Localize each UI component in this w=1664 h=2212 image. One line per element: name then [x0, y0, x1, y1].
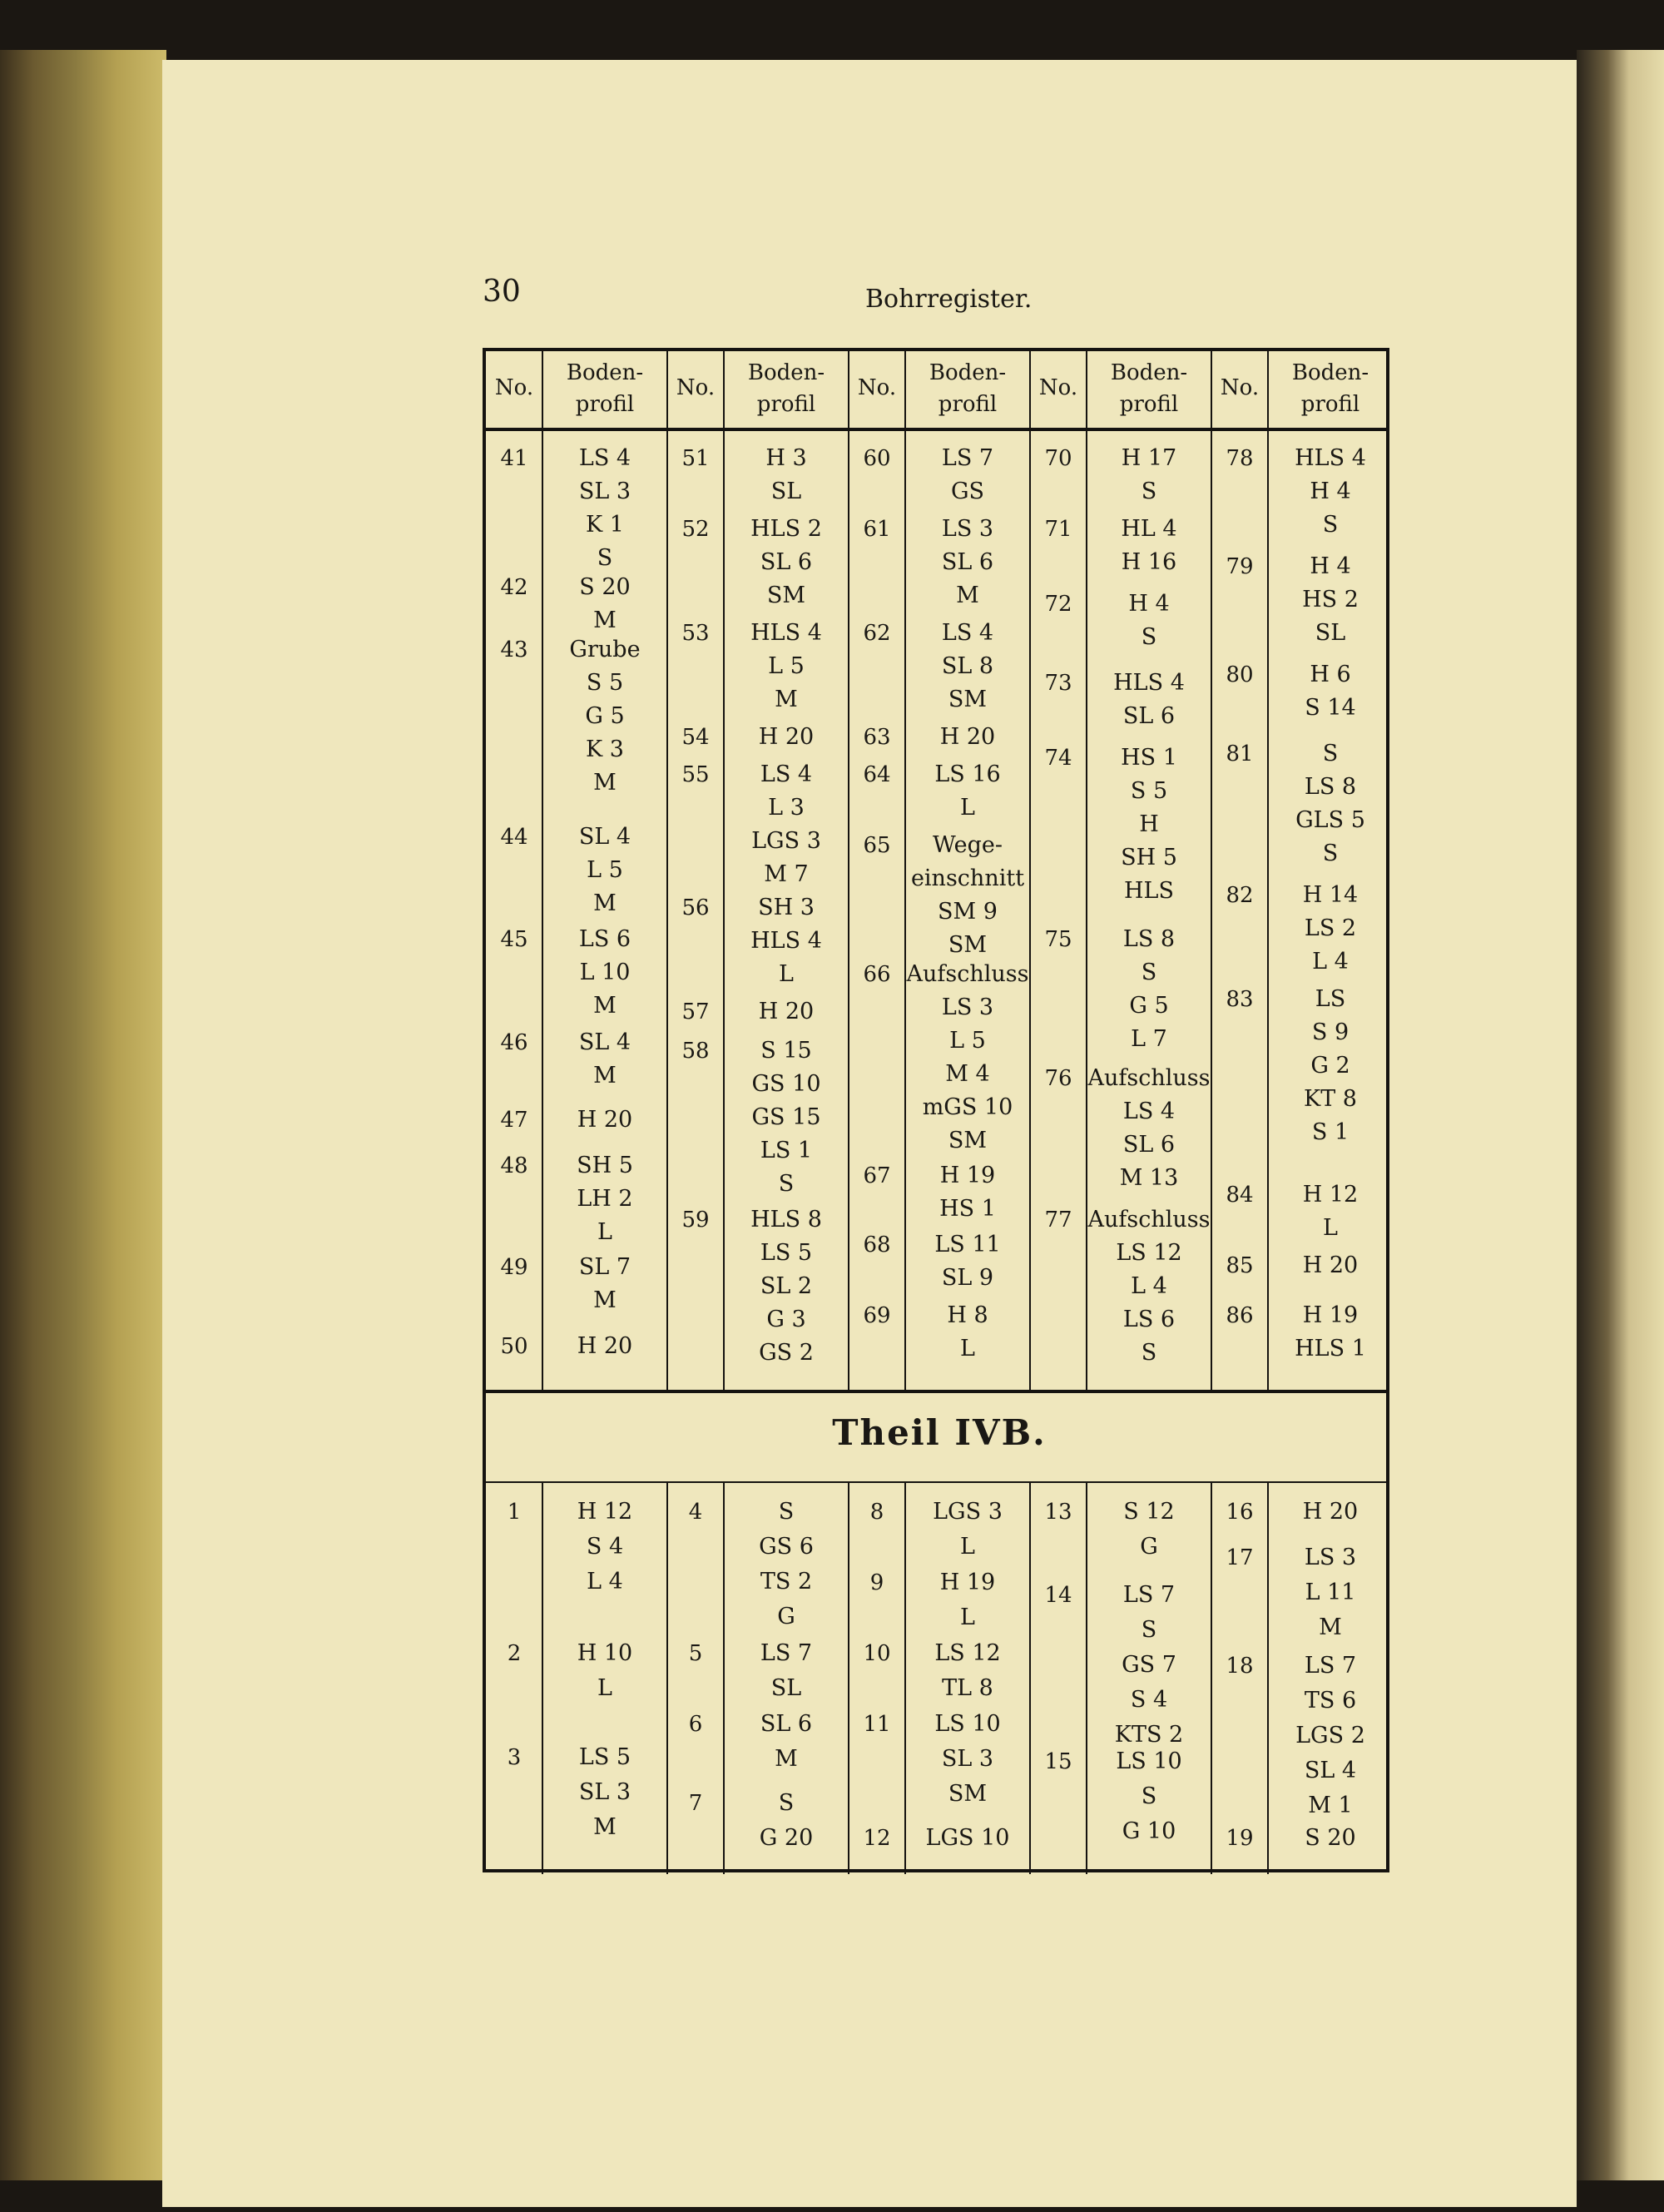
profile-entry: G — [777, 1604, 795, 1629]
profile-entry: H — [1139, 811, 1159, 837]
column-rule — [848, 351, 849, 1391]
bore-number: 57 — [681, 999, 710, 1024]
bore-number: 66 — [863, 962, 891, 987]
profile-entry: S 20 — [1305, 1825, 1356, 1851]
profile-entry: LS 4 — [1122, 1099, 1176, 1124]
profile-entry: HLS 2 — [750, 516, 822, 542]
profile-entry: S — [1322, 512, 1339, 538]
profile-entry: LS 7 — [760, 1640, 813, 1666]
profile-entry: G — [1140, 1534, 1158, 1560]
bore-number: 13 — [1044, 1500, 1072, 1525]
profile-entry: L 3 — [768, 795, 805, 821]
profile-entry: GS 7 — [1122, 1652, 1176, 1678]
header-bodenprofil: profil — [938, 392, 998, 417]
profile-entry: H 8 — [947, 1302, 988, 1328]
profile-entry: SL 3 — [578, 479, 631, 504]
profile-entry: LS 3 — [1304, 1545, 1357, 1570]
profile-entry: LS 10 — [1116, 1748, 1182, 1774]
profile-entry: TL 8 — [942, 1675, 993, 1701]
bore-number: 74 — [1044, 746, 1072, 771]
profile-entry: SL 4 — [1304, 1758, 1357, 1783]
profile-entry: LS 7 — [941, 445, 994, 471]
header-bodenprofil: Boden- — [1291, 360, 1369, 385]
profile-entry: GS — [950, 479, 985, 504]
column-rule — [723, 1483, 725, 1874]
profile-entry: H 12 — [1302, 1182, 1359, 1208]
profile-entry: L 4 — [1312, 949, 1349, 975]
column-rule — [1086, 351, 1087, 1391]
profile-entry: LS — [1315, 986, 1346, 1012]
row-rule — [486, 428, 1386, 431]
profile-entry: SL 6 — [1122, 703, 1176, 729]
bore-number: 42 — [500, 575, 528, 600]
bore-number: 9 — [869, 1570, 884, 1595]
profile-entry: H 19 — [939, 1163, 996, 1188]
profile-entry: GS 15 — [751, 1104, 821, 1130]
profile-entry: SM 9 — [938, 899, 998, 925]
profile-entry: GS 2 — [759, 1340, 814, 1366]
profile-entry: LS 5 — [760, 1240, 813, 1266]
profile-entry: SL 4 — [578, 824, 631, 850]
profile-entry: M — [775, 1746, 798, 1772]
profile-entry: S — [1141, 624, 1157, 650]
bore-number: 8 — [869, 1500, 884, 1525]
profile-entry: LS 12 — [1116, 1240, 1182, 1266]
column-rule — [666, 1483, 668, 1874]
header-bodenprofil: Boden- — [566, 360, 644, 385]
profile-entry: SL 3 — [941, 1746, 994, 1772]
profile-entry: SM — [948, 1781, 988, 1807]
profile-entry: S 5 — [586, 670, 624, 696]
profile-entry: H 20 — [577, 1333, 633, 1359]
bore-number: 10 — [863, 1641, 891, 1666]
book-page-edges — [0, 50, 166, 2180]
profile-entry: H 14 — [1302, 882, 1359, 908]
profile-entry: S — [1141, 479, 1157, 504]
bore-number: 61 — [863, 517, 891, 542]
header-bodenprofil: Boden- — [929, 360, 1007, 385]
profile-entry: L 7 — [1131, 1026, 1167, 1052]
profile-entry: Aufschluss — [906, 961, 1029, 987]
column-rule — [542, 351, 543, 1391]
profile-entry: LGS 10 — [925, 1825, 1010, 1851]
profile-entry: H 20 — [577, 1107, 633, 1133]
profile-entry: S 20 — [579, 574, 631, 600]
profile-entry: L 5 — [587, 857, 623, 883]
profile-entry: SL — [1315, 620, 1346, 646]
column-rule — [1029, 1483, 1031, 1874]
profile-entry: LGS 2 — [1295, 1723, 1365, 1748]
bore-number: 54 — [681, 725, 710, 750]
profile-entry: HLS 4 — [1113, 670, 1185, 696]
profile-entry: L 11 — [1305, 1580, 1356, 1605]
profile-entry: S 4 — [1130, 1687, 1168, 1713]
bore-number: 82 — [1226, 883, 1254, 908]
profile-entry: S — [778, 1790, 795, 1816]
bore-number: 12 — [863, 1826, 891, 1851]
profile-entry: L 4 — [1131, 1273, 1167, 1299]
profile-entry: TS 2 — [760, 1569, 813, 1595]
profile-entry: LS 11 — [934, 1232, 1001, 1257]
profile-entry: S — [597, 545, 613, 571]
profile-entry: SL — [770, 479, 802, 504]
profile-entry: Aufschluss — [1087, 1065, 1211, 1091]
profile-entry: LH 2 — [577, 1186, 633, 1212]
column-rule — [723, 351, 725, 1391]
profile-entry: LGS 3 — [751, 828, 821, 854]
header-bodenprofil: profil — [756, 392, 816, 417]
profile-entry: S 4 — [586, 1534, 624, 1560]
profile-entry: L 10 — [579, 960, 631, 985]
bore-number: 79 — [1226, 554, 1254, 579]
profile-entry: L — [779, 961, 794, 987]
profile-entry: SH 3 — [758, 895, 815, 920]
profile-entry: L 5 — [768, 653, 805, 679]
page-number: 30 — [483, 275, 521, 309]
bore-number: 68 — [863, 1232, 891, 1257]
profile-entry: SH 5 — [577, 1153, 633, 1178]
profile-entry: H 4 — [1128, 591, 1170, 617]
bore-number: 15 — [1044, 1749, 1072, 1774]
profile-entry: S — [778, 1499, 795, 1525]
profile-entry: H 16 — [1121, 549, 1177, 575]
bore-number: 3 — [507, 1745, 522, 1770]
profile-entry: K 1 — [586, 512, 624, 538]
profile-entry: SL 6 — [760, 1711, 813, 1737]
bore-number: 14 — [1044, 1583, 1072, 1608]
profile-entry: LS 5 — [578, 1744, 631, 1770]
profile-entry: L — [1323, 1215, 1338, 1241]
column-rule — [666, 351, 668, 1391]
bore-number: 5 — [688, 1641, 703, 1666]
bore-number: 77 — [1044, 1208, 1072, 1232]
profile-entry: HLS 4 — [750, 928, 822, 954]
profile-entry: G 5 — [1129, 993, 1169, 1019]
profile-entry: LS 10 — [934, 1711, 1001, 1737]
bore-number: 69 — [863, 1303, 891, 1328]
profile-entry: GS 10 — [751, 1071, 821, 1097]
profile-entry: KTS 2 — [1114, 1722, 1184, 1748]
profile-entry: L — [960, 1534, 975, 1560]
header-bodenprofil: profil — [1119, 392, 1179, 417]
bore-number: 1 — [507, 1500, 522, 1525]
profile-entry: M — [593, 770, 617, 796]
profile-entry: HLS 8 — [750, 1207, 822, 1232]
profile-entry: LS 3 — [941, 516, 994, 542]
header-bodenprofil: Boden- — [1110, 360, 1188, 385]
profile-entry: G 5 — [585, 703, 625, 729]
profile-entry: H 20 — [758, 999, 815, 1024]
bore-number: 67 — [863, 1163, 891, 1188]
profile-entry: SL 8 — [941, 653, 994, 679]
profile-entry: SL 4 — [578, 1029, 631, 1055]
bore-number: 53 — [681, 621, 710, 646]
profile-entry: S 9 — [1311, 1019, 1350, 1045]
bore-number: 72 — [1044, 592, 1072, 617]
bore-number: 46 — [500, 1030, 528, 1055]
profile-entry: SL 9 — [941, 1265, 994, 1291]
bore-number: 70 — [1044, 446, 1072, 471]
section-title: Theil IVB. — [832, 1412, 1047, 1453]
profile-entry: H 4 — [1310, 553, 1351, 579]
column-rule — [1267, 351, 1269, 1391]
bore-number: 71 — [1044, 517, 1072, 542]
profile-entry: SL 6 — [941, 549, 994, 575]
bore-number: 62 — [863, 621, 891, 646]
profile-entry: HS 2 — [1302, 587, 1359, 613]
profile-entry: mGS 10 — [922, 1094, 1013, 1120]
profile-entry: L 4 — [587, 1569, 623, 1595]
bore-number: 58 — [681, 1039, 710, 1064]
profile-entry: H 20 — [1302, 1252, 1359, 1278]
profile-entry: KT 8 — [1304, 1086, 1357, 1112]
profile-entry: H 12 — [577, 1499, 633, 1525]
profile-entry: S 1 — [1311, 1119, 1350, 1145]
profile-entry: S — [1322, 841, 1339, 866]
profile-entry: H 3 — [765, 445, 807, 471]
column-rule — [848, 1483, 849, 1874]
header-bodenprofil: Boden- — [747, 360, 825, 385]
bore-number: 11 — [863, 1712, 891, 1737]
profile-entry: M — [593, 1287, 617, 1313]
facing-page-edge — [1577, 50, 1664, 2180]
profile-entry: S — [1141, 1617, 1157, 1643]
bore-number: 17 — [1226, 1545, 1254, 1570]
bore-number: 73 — [1044, 671, 1072, 696]
profile-entry: K 3 — [586, 737, 624, 762]
profile-entry: SL 2 — [760, 1273, 813, 1299]
profile-entry: LS 6 — [1122, 1307, 1176, 1332]
profile-entry: HS 1 — [1121, 745, 1177, 771]
profile-entry: GS 6 — [759, 1534, 814, 1560]
row-rule — [486, 1390, 1386, 1393]
bore-number: 48 — [500, 1153, 528, 1178]
header-no: No. — [494, 375, 534, 400]
profile-entry: LS 7 — [1122, 1582, 1176, 1608]
column-rule — [1211, 1483, 1212, 1874]
profile-entry: S — [1141, 1340, 1157, 1366]
profile-entry: LS 1 — [760, 1138, 813, 1163]
profile-entry: H 19 — [939, 1570, 996, 1595]
profile-entry: HS 1 — [939, 1196, 996, 1222]
profile-entry: SM — [948, 687, 988, 712]
profile-entry: M — [956, 583, 979, 608]
profile-entry: SL 7 — [578, 1254, 631, 1280]
profile-entry: S — [1141, 1783, 1157, 1809]
profile-entry: LS 4 — [578, 445, 631, 471]
bore-number: 41 — [500, 446, 528, 471]
profile-entry: SL 3 — [578, 1779, 631, 1805]
profile-entry: LS 4 — [941, 620, 994, 646]
header-bodenprofil: profil — [575, 392, 635, 417]
profile-entry: M — [593, 608, 617, 633]
profile-entry: HL 4 — [1121, 516, 1177, 542]
profile-entry: L — [960, 1336, 975, 1361]
profile-entry: G 20 — [759, 1825, 814, 1851]
profile-entry: M — [775, 687, 798, 712]
profile-entry: S — [778, 1171, 795, 1197]
column-rule — [904, 1483, 906, 1874]
running-head: Bohrregister. — [865, 285, 1033, 314]
header-no: No. — [1038, 375, 1078, 400]
profile-entry: Aufschluss — [1087, 1207, 1211, 1232]
profile-entry: M 7 — [764, 861, 809, 887]
profile-entry: LS 16 — [934, 761, 1001, 787]
header-no: No. — [676, 375, 716, 400]
profile-entry: LS 12 — [934, 1640, 1001, 1666]
column-rule — [542, 1483, 543, 1874]
profile-entry: S 15 — [760, 1038, 812, 1064]
profile-entry: HLS 4 — [750, 620, 822, 646]
bore-number: 51 — [681, 446, 710, 471]
header-bodenprofil: profil — [1300, 392, 1360, 417]
profile-entry: S — [1141, 960, 1157, 985]
profile-entry: S 5 — [1130, 778, 1168, 804]
profile-entry: M — [593, 1814, 617, 1840]
profile-entry: L 5 — [949, 1028, 986, 1054]
bore-number: 44 — [500, 825, 528, 850]
profile-entry: H 4 — [1310, 479, 1351, 504]
profile-entry: H 17 — [1121, 445, 1177, 471]
bore-number: 47 — [500, 1108, 528, 1133]
bore-number: 84 — [1226, 1183, 1254, 1208]
profile-entry: H 20 — [758, 724, 815, 750]
profile-entry: LS 7 — [1304, 1653, 1357, 1679]
profile-entry: H 19 — [1302, 1302, 1359, 1328]
bore-number: 7 — [688, 1791, 703, 1816]
profile-entry: GLS 5 — [1295, 807, 1365, 833]
profile-entry: HLS 1 — [1295, 1336, 1366, 1361]
profile-entry: LS 2 — [1304, 915, 1357, 941]
profile-entry: L — [597, 1675, 612, 1701]
profile-entry: S — [1322, 741, 1339, 766]
profile-entry: SM — [766, 583, 806, 608]
bore-number: 16 — [1226, 1500, 1254, 1525]
header-no: No. — [1220, 375, 1260, 400]
bore-number: 43 — [500, 637, 528, 662]
bore-number: 76 — [1044, 1066, 1072, 1091]
profile-entry: L — [960, 1604, 975, 1630]
profile-entry: M — [1319, 1614, 1342, 1640]
profile-entry: LS 3 — [941, 994, 994, 1020]
bore-number: 86 — [1226, 1303, 1254, 1328]
column-rule — [904, 351, 906, 1391]
profile-entry: SL 6 — [760, 549, 813, 575]
column-rule — [1267, 1483, 1269, 1874]
bore-register-table — [483, 348, 1389, 1872]
bore-number: 6 — [688, 1712, 703, 1737]
bore-number: 60 — [863, 446, 891, 471]
profile-entry: L — [597, 1219, 612, 1245]
profile-entry: SH 5 — [1121, 845, 1177, 870]
profile-entry: H 20 — [939, 724, 996, 750]
profile-entry: TS 6 — [1304, 1688, 1357, 1714]
profile-entry: Wege- — [933, 832, 1003, 858]
profile-entry: SL 6 — [1122, 1132, 1176, 1158]
bore-number: 85 — [1226, 1253, 1254, 1278]
profile-entry: M — [593, 890, 617, 916]
bore-number: 65 — [863, 833, 891, 858]
bore-number: 49 — [500, 1255, 528, 1280]
profile-entry: S 12 — [1123, 1499, 1175, 1525]
profile-entry: H 6 — [1310, 662, 1351, 687]
bore-number: 59 — [681, 1208, 710, 1232]
bore-number: 19 — [1226, 1826, 1254, 1851]
profile-entry: M — [593, 1063, 617, 1089]
column-rule — [1211, 351, 1212, 1391]
bore-number: 78 — [1226, 446, 1254, 471]
profile-entry: L — [960, 795, 975, 821]
profile-entry: HLS — [1124, 878, 1174, 904]
profile-entry: LS 8 — [1122, 926, 1176, 952]
bore-number: 83 — [1226, 987, 1254, 1012]
bore-number: 81 — [1226, 741, 1254, 766]
profile-entry: SM — [948, 1128, 988, 1153]
profile-entry: M 4 — [945, 1061, 990, 1087]
profile-entry: SM — [948, 932, 988, 958]
profile-entry: LGS 3 — [933, 1499, 1003, 1525]
bore-number: 75 — [1044, 927, 1072, 952]
bore-number: 80 — [1226, 662, 1254, 687]
bore-number: 50 — [500, 1334, 528, 1359]
bore-number: 4 — [688, 1500, 703, 1525]
profile-entry: LS 8 — [1304, 774, 1357, 800]
profile-entry: S 14 — [1305, 695, 1356, 721]
header-no: No. — [857, 375, 897, 400]
bore-number: 2 — [507, 1641, 522, 1666]
profile-entry: M 13 — [1119, 1165, 1179, 1191]
profile-entry: M — [593, 993, 617, 1019]
profile-entry: SL — [770, 1675, 802, 1701]
bore-number: 63 — [863, 725, 891, 750]
bore-number: 56 — [681, 895, 710, 920]
profile-entry: H 10 — [577, 1640, 633, 1666]
column-rule — [1029, 351, 1031, 1391]
bore-number: 52 — [681, 517, 710, 542]
profile-entry: H 20 — [1302, 1499, 1359, 1525]
profile-entry: G 10 — [1122, 1818, 1176, 1844]
bore-number: 18 — [1226, 1654, 1254, 1679]
profile-entry: M 1 — [1308, 1793, 1353, 1818]
profile-entry: LS 4 — [760, 761, 813, 787]
profile-entry: HLS 4 — [1295, 445, 1366, 471]
bore-number: 55 — [681, 762, 710, 787]
column-rule — [1086, 1483, 1087, 1874]
profile-entry: Grube — [569, 637, 641, 662]
profile-entry: G 2 — [1310, 1053, 1350, 1079]
bore-number: 64 — [863, 762, 891, 787]
profile-entry: G 3 — [766, 1307, 806, 1332]
profile-entry: LS 6 — [578, 926, 631, 952]
row-rule — [486, 1481, 1386, 1483]
bore-number: 45 — [500, 927, 528, 952]
profile-entry: einschnitt — [910, 865, 1025, 891]
